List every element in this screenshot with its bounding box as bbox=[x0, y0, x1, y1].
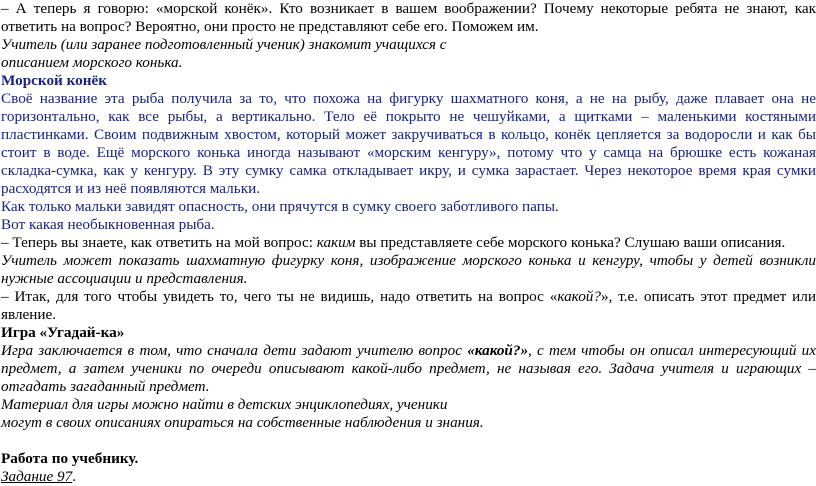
seahorse-danger-line: Как только мальки завидят опасность, они прячутся в сумку своего заботливого папы. bbox=[1, 198, 559, 215]
material-line-2: могут в своих описаниях опираться на собственные наблюдения и знания. bbox=[1, 414, 484, 431]
game-heading: Игра «Угадай-ка» bbox=[1, 324, 125, 341]
question-end: вы представляете себе морского конька? Слушаю ваши описания. bbox=[355, 234, 786, 251]
spacer bbox=[1, 432, 816, 450]
seahorse-heading: Морской конёк bbox=[1, 72, 107, 89]
conclusion-word-kakoy: какой? bbox=[557, 288, 601, 305]
intro-paragraph: – А теперь я говорю: «морской конёк». Кто возникает в вашем воображении? Почему некоторые ребята не знают, как ответить на вопрос? Вероятно, они просто не представляют себе его. Поможем им. bbox=[1, 0, 816, 35]
game-desc-bold: «какой?» bbox=[467, 342, 529, 359]
game-description bbox=[1, 342, 816, 396]
conclusion-paragraph bbox=[1, 288, 816, 324]
teacher-note-line-1: Учитель (или заранее подготовленный ученик) знакомит учащихся с bbox=[1, 36, 447, 53]
game-desc-start: Игра заключается в том, что сначала дети задают учителю вопрос bbox=[1, 342, 468, 359]
seahorse-description: Своё название эта рыба получила за то, что похожа на фигурку шахматного коня, а не на рыбу, даже плавает она не горизонтально, как все рыбы, а вертикально. Тело её покрыто не чешуйками, а щитками – маленькими костяными пластинками. Своим подвижным хвостом, который может закручиваться в кольцо, конёк цепляется за водоросли и как бы стоит в воде. Ещё морского конька иногда называют «морским кенгуру», потому что у самца на брюшке есть кожаная складка-сумка, как у кенгуру. В эту сумку самка откладывает икру, и сумка зарастает. Через некоторое время края сумки расходятся и из неё появляются мальки. bbox=[1, 90, 816, 197]
teacher-note-line-2: описанием морского конька. bbox=[1, 54, 183, 71]
textbook-heading: Работа по учебнику. bbox=[1, 450, 139, 467]
conclusion-start: – Итак, для того чтобы увидеть то, чего ты не видишь, надо ответить на вопрос « bbox=[1, 288, 558, 305]
teacher-show-note: Учитель может показать шахматную фигурку коня, изображение морского конька и кенгуру, чтобы у детей возникли нужные ассоциации и представления. bbox=[1, 252, 816, 287]
game-desc-end: , с тем чтобы он описал интересующий их предмет, а затем ученики по очереди описывают какой-либо предмет, не называя его. Задача учителя и играющих – отгадать загаданный предмет. bbox=[1, 342, 816, 395]
task-dot: . bbox=[72, 468, 77, 485]
seahorse-closing-line: Вот какая необыкновенная рыба. bbox=[1, 216, 215, 233]
task-line bbox=[1, 468, 816, 486]
conclusion-end: », т.е. описать этот предмет или явление. bbox=[1, 288, 816, 323]
material-line-1: Материал для игры можно найти в детских энциклопедиях, ученики bbox=[1, 396, 448, 413]
question-paragraph bbox=[1, 234, 816, 252]
question-word-kakim: каким bbox=[316, 234, 356, 251]
question-start: – Теперь вы знаете, как ответить на мой вопрос: bbox=[1, 234, 317, 251]
task-label: Задание 97 bbox=[1, 468, 73, 485]
